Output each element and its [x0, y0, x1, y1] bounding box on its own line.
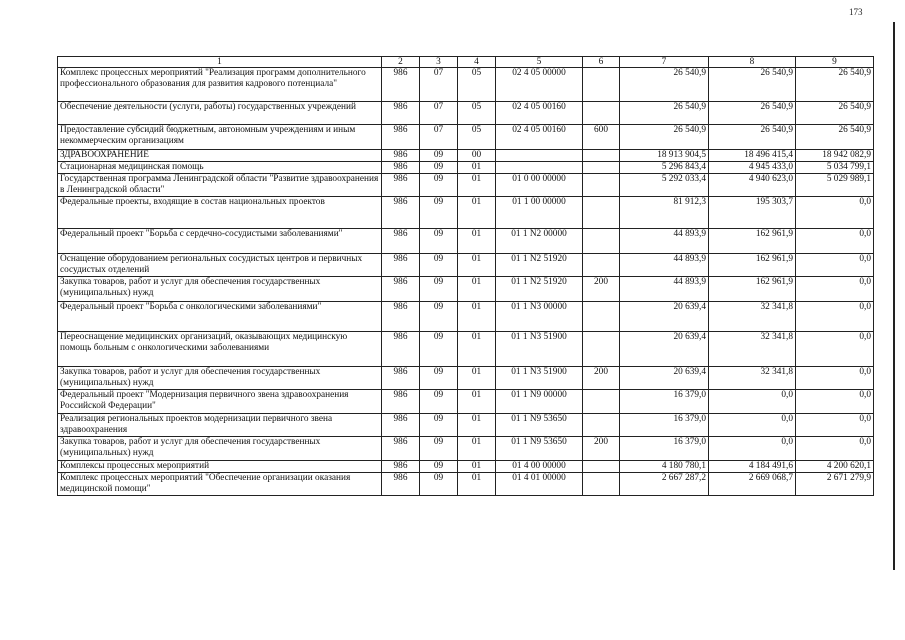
expense-type-cell — [583, 68, 620, 102]
amount-year-3-cell: 4 200 620,1 — [796, 461, 874, 473]
row-name-cell: Комплексы процессных мероприятий — [58, 461, 382, 473]
target-article-cell: 01 1 N9 00000 — [496, 390, 583, 414]
expense-type-cell — [583, 174, 620, 197]
subsection-cell: 01 — [458, 332, 496, 367]
amount-year-3-cell: 18 942 082,9 — [796, 150, 874, 162]
row-name-cell: Переоснащение медицинских организаций, оказывающих медицинскую помощь больным с онкологическими заболеваниями — [58, 332, 382, 367]
subsection-cell: 01 — [458, 414, 496, 437]
amount-year-2-cell: 4 184 491,6 — [709, 461, 796, 473]
table-row — [58, 302, 874, 332]
amount-year-3-cell: 0,0 — [796, 414, 874, 437]
column-header: 6 — [583, 57, 620, 68]
amount-year-2-cell: 162 961,9 — [709, 277, 796, 302]
expense-type-cell — [583, 254, 620, 277]
table-row — [58, 277, 874, 302]
expense-type-cell — [583, 473, 620, 496]
expense-type-cell: 600 — [583, 125, 620, 150]
gl-code-cell: 986 — [382, 102, 420, 125]
table-row — [58, 437, 874, 461]
table-header-row — [58, 57, 874, 68]
amount-year-3-cell: 5 029 989,1 — [796, 174, 874, 197]
section-cell: 09 — [420, 197, 458, 229]
gl-code-cell: 986 — [382, 68, 420, 102]
column-header: 4 — [458, 57, 496, 68]
amount-year-3-cell: 0,0 — [796, 390, 874, 414]
target-article-cell: 01 1 N2 00000 — [496, 229, 583, 254]
table-row — [58, 229, 874, 254]
amount-year-1-cell: 5 292 033,4 — [620, 174, 709, 197]
target-article-cell: 01 1 N3 51900 — [496, 332, 583, 367]
amount-year-2-cell: 26 540,9 — [709, 125, 796, 150]
amount-year-3-cell: 5 034 799,1 — [796, 162, 874, 174]
subsection-cell: 01 — [458, 367, 496, 390]
amount-year-1-cell: 20 639,4 — [620, 332, 709, 367]
table-row — [58, 174, 874, 197]
amount-year-2-cell: 18 496 415,4 — [709, 150, 796, 162]
target-article-cell: 01 1 N9 53650 — [496, 414, 583, 437]
section-cell: 09 — [420, 277, 458, 302]
table-row — [58, 414, 874, 437]
target-article-cell: 01 4 00 00000 — [496, 461, 583, 473]
amount-year-2-cell: 0,0 — [709, 414, 796, 437]
gl-code-cell: 986 — [382, 277, 420, 302]
page-number: 173 — [849, 7, 863, 17]
subsection-cell: 01 — [458, 229, 496, 254]
target-article-cell: 02 4 05 00000 — [496, 68, 583, 102]
subsection-cell: 01 — [458, 473, 496, 496]
budget-table — [57, 56, 874, 496]
amount-year-3-cell: 0,0 — [796, 254, 874, 277]
column-header: 5 — [496, 57, 583, 68]
amount-year-1-cell: 2 667 287,2 — [620, 473, 709, 496]
row-name-cell: Закупка товаров, работ и услуг для обеспечения государственных (муниципальных) нужд — [58, 277, 382, 302]
subsection-cell: 01 — [458, 461, 496, 473]
amount-year-1-cell: 26 540,9 — [620, 102, 709, 125]
gl-code-cell: 986 — [382, 150, 420, 162]
amount-year-3-cell: 26 540,9 — [796, 125, 874, 150]
gl-code-cell: 986 — [382, 437, 420, 461]
expense-type-cell — [583, 150, 620, 162]
gl-code-cell: 986 — [382, 174, 420, 197]
table-row — [58, 68, 874, 102]
column-header: 2 — [382, 57, 420, 68]
row-name-cell: Предоставление субсидий бюджетным, автономным учреждениям и иным некоммерческим организациям — [58, 125, 382, 150]
amount-year-3-cell: 26 540,9 — [796, 102, 874, 125]
table-row — [58, 254, 874, 277]
gl-code-cell: 986 — [382, 229, 420, 254]
amount-year-3-cell: 0,0 — [796, 302, 874, 332]
target-article-cell: 01 1 N2 51920 — [496, 277, 583, 302]
gl-code-cell: 986 — [382, 414, 420, 437]
amount-year-1-cell: 16 379,0 — [620, 437, 709, 461]
expense-type-cell — [583, 414, 620, 437]
section-cell: 09 — [420, 461, 458, 473]
section-cell: 09 — [420, 174, 458, 197]
subsection-cell: 05 — [458, 102, 496, 125]
target-article-cell: 02 4 05 00160 — [496, 102, 583, 125]
amount-year-2-cell: 0,0 — [709, 390, 796, 414]
row-name-cell: Оснащение оборудованием региональных сосудистых центров и первичных сосудистых отделений — [58, 254, 382, 277]
table-row — [58, 390, 874, 414]
row-name-cell: Федеральный проект "Модернизация первичного звена здравоохранения Российской Федерации" — [58, 390, 382, 414]
amount-year-1-cell: 44 893,9 — [620, 277, 709, 302]
expense-type-cell — [583, 229, 620, 254]
amount-year-1-cell: 16 379,0 — [620, 414, 709, 437]
gl-code-cell: 986 — [382, 197, 420, 229]
gl-code-cell: 986 — [382, 162, 420, 174]
section-cell: 09 — [420, 390, 458, 414]
column-header: 3 — [420, 57, 458, 68]
subsection-cell: 01 — [458, 197, 496, 229]
subsection-cell: 01 — [458, 277, 496, 302]
expense-type-cell — [583, 102, 620, 125]
target-article-cell: 01 0 00 00000 — [496, 174, 583, 197]
amount-year-3-cell: 0,0 — [796, 277, 874, 302]
target-article-cell: 02 4 05 00160 — [496, 125, 583, 150]
amount-year-1-cell: 26 540,9 — [620, 68, 709, 102]
target-article-cell — [496, 150, 583, 162]
amount-year-1-cell: 16 379,0 — [620, 390, 709, 414]
table-row — [58, 461, 874, 473]
table-row — [58, 162, 874, 174]
section-cell: 09 — [420, 162, 458, 174]
section-cell: 09 — [420, 229, 458, 254]
expense-type-cell: 200 — [583, 277, 620, 302]
amount-year-3-cell: 0,0 — [796, 229, 874, 254]
amount-year-1-cell: 26 540,9 — [620, 125, 709, 150]
section-cell: 07 — [420, 68, 458, 102]
section-cell: 07 — [420, 125, 458, 150]
expense-type-cell — [583, 390, 620, 414]
row-name-cell: Реализация региональных проектов модернизации первичного звена здравоохранения — [58, 414, 382, 437]
section-cell: 07 — [420, 102, 458, 125]
section-cell: 09 — [420, 414, 458, 437]
amount-year-1-cell: 44 893,9 — [620, 254, 709, 277]
amount-year-2-cell: 162 961,9 — [709, 229, 796, 254]
target-article-cell: 01 1 N3 51900 — [496, 367, 583, 390]
amount-year-2-cell: 32 341,8 — [709, 332, 796, 367]
expense-type-cell — [583, 302, 620, 332]
gl-code-cell: 986 — [382, 254, 420, 277]
column-header: 7 — [620, 57, 709, 68]
target-article-cell — [496, 162, 583, 174]
row-name-cell: Закупка товаров, работ и услуг для обеспечения государственных (муниципальных) нужд — [58, 437, 382, 461]
amount-year-2-cell: 0,0 — [709, 437, 796, 461]
amount-year-3-cell: 0,0 — [796, 437, 874, 461]
expense-type-cell — [583, 162, 620, 174]
table-row — [58, 150, 874, 162]
amount-year-1-cell: 81 912,3 — [620, 197, 709, 229]
table-row — [58, 473, 874, 496]
table-row — [58, 102, 874, 125]
row-name-cell: Федеральный проект "Борьба с онкологическими заболеваниями" — [58, 302, 382, 332]
table-row — [58, 367, 874, 390]
expense-type-cell — [583, 461, 620, 473]
section-cell: 09 — [420, 150, 458, 162]
subsection-cell: 05 — [458, 68, 496, 102]
row-name-cell: Федеральный проект "Борьба с сердечно-сосудистыми заболеваниями" — [58, 229, 382, 254]
expense-type-cell: 200 — [583, 437, 620, 461]
target-article-cell: 01 1 00 00000 — [496, 197, 583, 229]
column-header: 1 — [58, 57, 382, 68]
subsection-cell: 01 — [458, 302, 496, 332]
table-row — [58, 332, 874, 367]
row-name-cell: Комплекс процессных мероприятий "Реализация программ дополнительного профессионального образования для развития кадрового потенциала" — [58, 68, 382, 102]
amount-year-3-cell: 0,0 — [796, 197, 874, 229]
row-name-cell: Федеральные проекты, входящие в состав национальных проектов — [58, 197, 382, 229]
section-cell: 09 — [420, 254, 458, 277]
row-name-cell: Государственная программа Ленинградской области "Развитие здравоохранения в Ленинградской области" — [58, 174, 382, 197]
target-article-cell: 01 1 N3 00000 — [496, 302, 583, 332]
column-header: 9 — [796, 57, 874, 68]
amount-year-2-cell: 162 961,9 — [709, 254, 796, 277]
subsection-cell: 00 — [458, 150, 496, 162]
subsection-cell: 01 — [458, 162, 496, 174]
section-cell: 09 — [420, 367, 458, 390]
gl-code-cell: 986 — [382, 302, 420, 332]
expense-type-cell: 200 — [583, 367, 620, 390]
amount-year-1-cell: 20 639,4 — [620, 367, 709, 390]
target-article-cell: 01 1 N2 51920 — [496, 254, 583, 277]
amount-year-3-cell: 26 540,9 — [796, 68, 874, 102]
expense-type-cell — [583, 197, 620, 229]
subsection-cell: 01 — [458, 390, 496, 414]
gl-code-cell: 986 — [382, 125, 420, 150]
amount-year-2-cell: 26 540,9 — [709, 102, 796, 125]
amount-year-1-cell: 44 893,9 — [620, 229, 709, 254]
amount-year-2-cell: 26 540,9 — [709, 68, 796, 102]
amount-year-2-cell: 4 940 623,0 — [709, 174, 796, 197]
row-name-cell: Комплекс процессных мероприятий "Обеспечение организации оказания медицинской помощи" — [58, 473, 382, 496]
column-header: 8 — [709, 57, 796, 68]
table-row — [58, 197, 874, 229]
gl-code-cell: 986 — [382, 473, 420, 496]
section-cell: 09 — [420, 332, 458, 367]
subsection-cell: 01 — [458, 437, 496, 461]
gl-code-cell: 986 — [382, 461, 420, 473]
subsection-cell: 01 — [458, 254, 496, 277]
target-article-cell: 01 4 01 00000 — [496, 473, 583, 496]
target-article-cell: 01 1 N9 53650 — [496, 437, 583, 461]
amount-year-3-cell: 0,0 — [796, 332, 874, 367]
amount-year-1-cell: 4 180 780,1 — [620, 461, 709, 473]
gl-code-cell: 986 — [382, 390, 420, 414]
amount-year-2-cell: 32 341,8 — [709, 302, 796, 332]
subsection-cell: 01 — [458, 174, 496, 197]
amount-year-2-cell: 4 945 433,0 — [709, 162, 796, 174]
amount-year-1-cell: 18 913 904,5 — [620, 150, 709, 162]
section-cell: 09 — [420, 437, 458, 461]
gl-code-cell: 986 — [382, 332, 420, 367]
amount-year-3-cell: 2 671 279,9 — [796, 473, 874, 496]
amount-year-2-cell: 195 303,7 — [709, 197, 796, 229]
amount-year-2-cell: 32 341,8 — [709, 367, 796, 390]
amount-year-1-cell: 5 296 843,4 — [620, 162, 709, 174]
section-cell: 09 — [420, 473, 458, 496]
amount-year-2-cell: 2 669 068,7 — [709, 473, 796, 496]
subsection-cell: 05 — [458, 125, 496, 150]
scan-edge-line — [893, 22, 895, 570]
row-name-cell: Закупка товаров, работ и услуг для обеспечения государственных (муниципальных) нужд — [58, 367, 382, 390]
row-name-cell: Стационарная медицинская помощь — [58, 162, 382, 174]
row-name-cell: Обеспечение деятельности (услуги, работы) государственных учреждений — [58, 102, 382, 125]
expense-type-cell — [583, 332, 620, 367]
gl-code-cell: 986 — [382, 367, 420, 390]
section-cell: 09 — [420, 302, 458, 332]
amount-year-1-cell: 20 639,4 — [620, 302, 709, 332]
row-name-cell: ЗДРАВООХРАНЕНИЕ — [58, 150, 382, 162]
table-row — [58, 125, 874, 150]
amount-year-3-cell: 0,0 — [796, 367, 874, 390]
